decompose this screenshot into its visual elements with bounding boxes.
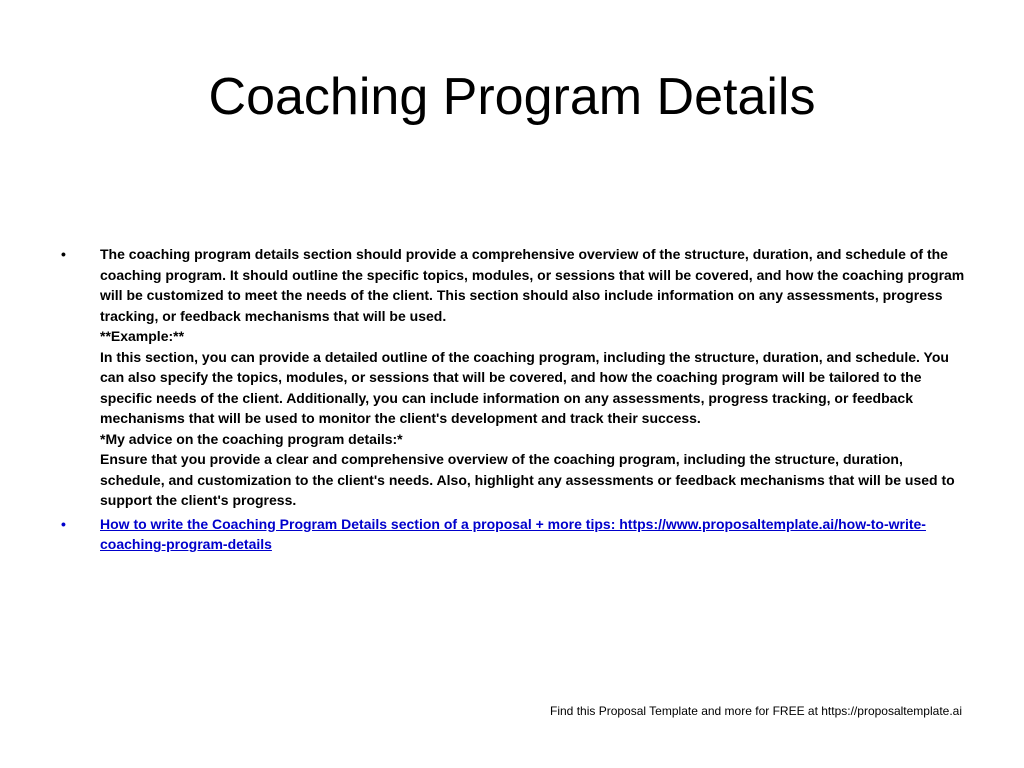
paragraph-example: In this section, you can provide a detailed outline of the coaching program, including the structure, duration, and schedule. You can also specify the topics, modules, or sessions that will be covered, and how the coaching program will be tailored to the specific needs of the client. Additionally, you can include information on any assessments, progress tracking, or feedback mechanisms that will be used to monitor the client's development and track their success. xyxy=(100,348,949,426)
slide-body xyxy=(58,244,968,558)
bullet-marker: • xyxy=(61,515,66,532)
paragraph-advice-heading: *My advice on the coaching program details:* xyxy=(100,430,403,447)
bullet-marker: • xyxy=(61,246,66,262)
slide-title: Coaching Program Details xyxy=(208,68,816,126)
paragraph-example-heading: **Example:** xyxy=(100,328,185,344)
tips-link[interactable]: How to write the Coaching Program Details section of a proposal + more tips: https://www.proposaltemplate.ai/how-to-write-coaching-program-details xyxy=(100,515,926,552)
footer-note: Find this Proposal Template and more for FREE at https://proposaltemplate.ai xyxy=(550,704,962,718)
bullet-item-link xyxy=(58,514,968,555)
paragraph-overview: The coaching program details section should provide a comprehensive overview of the structure, duration, and schedule of the coaching program. It should outline the specific topics, modules, or sessions that will be covered, and how the coaching program will be customized to meet the needs of the client. This section should also include information on any assessments, progress tracking, or feedback mechanisms that will be used. xyxy=(100,246,965,324)
bullet-item-guidance xyxy=(58,244,968,511)
paragraph-advice: Ensure that you provide a clear and comprehensive overview of the coaching program, including the structure, duration, schedule, and customization to the client's needs. Also, highlight any assessments or feedback mechanisms that will be used to support the client's progress. xyxy=(100,451,955,508)
